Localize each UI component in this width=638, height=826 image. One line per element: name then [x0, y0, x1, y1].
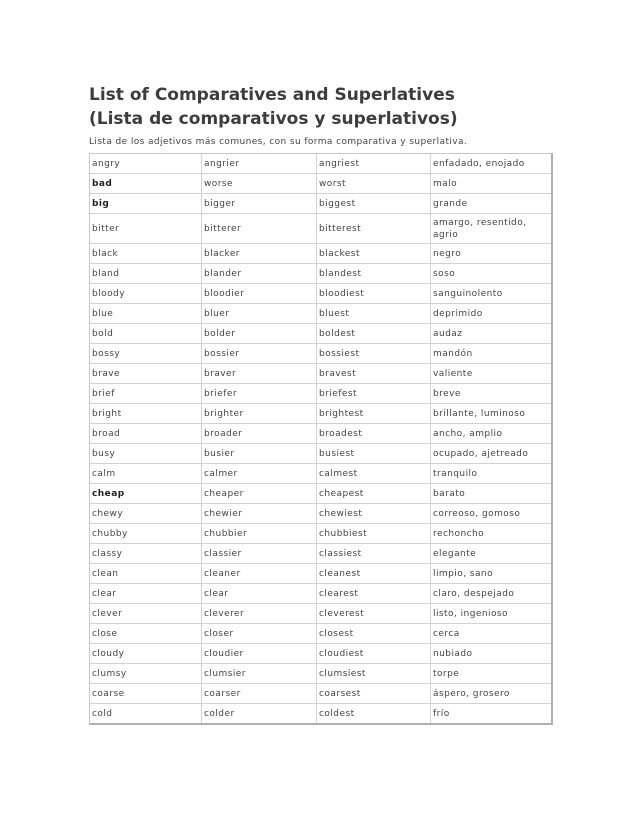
table-cell-comparative: cheaper — [202, 484, 317, 504]
table-row — [90, 264, 551, 284]
table-cell-translation: audaz — [431, 324, 551, 344]
table-row — [90, 584, 551, 604]
table-cell-translation: malo — [431, 174, 551, 194]
table-cell-superlative: bluest — [317, 304, 431, 324]
table-row — [90, 524, 551, 544]
table-cell-translation: ocupado, ajetreado — [431, 444, 551, 464]
table-row — [90, 624, 551, 644]
table-cell-superlative: blackest — [317, 244, 431, 264]
table-cell-comparative: clumsier — [202, 664, 317, 684]
table-cell-superlative: cloudiest — [317, 644, 431, 664]
table-cell-translation: correoso, gomoso — [431, 504, 551, 524]
table-cell-adjective: clumsy — [90, 664, 202, 684]
table-cell-comparative: cloudier — [202, 644, 317, 664]
table-cell-comparative: cleverer — [202, 604, 317, 624]
table-cell-superlative: worst — [317, 174, 431, 194]
table-cell-comparative: bigger — [202, 194, 317, 214]
table-row — [90, 644, 551, 664]
table-cell-comparative: angrier — [202, 154, 317, 174]
table-row — [90, 664, 551, 684]
table-cell-adjective: clean — [90, 564, 202, 584]
table-cell-translation: cerca — [431, 624, 551, 644]
table-cell-translation: ancho, amplio — [431, 424, 551, 444]
table-cell-superlative: coarsest — [317, 684, 431, 704]
table-cell-comparative: braver — [202, 364, 317, 384]
table-cell-comparative: briefer — [202, 384, 317, 404]
table-cell-translation: breve — [431, 384, 551, 404]
table-cell-superlative: cleverest — [317, 604, 431, 624]
table-cell-translation: grande — [431, 194, 551, 214]
table-row — [90, 684, 551, 704]
table-cell-adjective: chubby — [90, 524, 202, 544]
table-cell-translation: sanguinolento — [431, 284, 551, 304]
table-row — [90, 444, 551, 464]
table-cell-superlative: bloodiest — [317, 284, 431, 304]
table-cell-superlative: brightest — [317, 404, 431, 424]
table-cell-superlative: blandest — [317, 264, 431, 284]
table-row — [90, 464, 551, 484]
table-cell-translation: rechoncho — [431, 524, 551, 544]
table-row — [90, 364, 551, 384]
table-cell-translation: torpe — [431, 664, 551, 684]
table-cell-adjective: close — [90, 624, 202, 644]
table-cell-adjective: bold — [90, 324, 202, 344]
table-cell-adjective: big — [90, 194, 202, 214]
document-page — [89, 83, 555, 725]
table-cell-translation: negro — [431, 244, 551, 264]
table-cell-comparative: blacker — [202, 244, 317, 264]
table-cell-translation: brillante, luminoso — [431, 404, 551, 424]
table-row — [90, 384, 551, 404]
table-row — [90, 194, 551, 214]
table-cell-adjective: coarse — [90, 684, 202, 704]
table-cell-comparative: blander — [202, 264, 317, 284]
table-cell-comparative: classier — [202, 544, 317, 564]
table-row — [90, 604, 551, 624]
table-cell-translation: listo, ingenioso — [431, 604, 551, 624]
table-cell-superlative: classiest — [317, 544, 431, 564]
document-title — [89, 83, 555, 131]
table-cell-adjective: broad — [90, 424, 202, 444]
table-cell-superlative: coldest — [317, 704, 431, 723]
table-row — [90, 344, 551, 364]
table-cell-adjective: cold — [90, 704, 202, 723]
table-cell-translation: nubiado — [431, 644, 551, 664]
table-cell-comparative: broader — [202, 424, 317, 444]
table-cell-superlative: broadest — [317, 424, 431, 444]
table-row — [90, 214, 551, 244]
table-cell-comparative: brighter — [202, 404, 317, 424]
table-cell-comparative: chubbier — [202, 524, 317, 544]
table-cell-adjective: blue — [90, 304, 202, 324]
table-cell-superlative: chubbiest — [317, 524, 431, 544]
table-cell-comparative: colder — [202, 704, 317, 723]
table-cell-superlative: clearest — [317, 584, 431, 604]
table-row — [90, 174, 551, 194]
table-cell-adjective: clear — [90, 584, 202, 604]
table-cell-superlative: cleanest — [317, 564, 431, 584]
table-cell-superlative: bravest — [317, 364, 431, 384]
table-cell-translation: enfadado, enojado — [431, 154, 551, 174]
table-row — [90, 304, 551, 324]
table-cell-comparative: bossier — [202, 344, 317, 364]
table-cell-adjective: brief — [90, 384, 202, 404]
table-cell-translation: amargo, resentido, agrio — [431, 214, 551, 244]
table-cell-adjective: calm — [90, 464, 202, 484]
title-line-1: List of Comparatives and Superlatives — [89, 85, 455, 105]
table-cell-adjective: classy — [90, 544, 202, 564]
table-cell-translation: mandón — [431, 344, 551, 364]
table-cell-adjective: bloody — [90, 284, 202, 304]
table-row — [90, 484, 551, 504]
table-cell-adjective: bitter — [90, 214, 202, 244]
table-cell-superlative: boldest — [317, 324, 431, 344]
table-cell-superlative: briefest — [317, 384, 431, 404]
table-cell-superlative: busiest — [317, 444, 431, 464]
table-cell-adjective: bossy — [90, 344, 202, 364]
table-row — [90, 564, 551, 584]
table-cell-comparative: clear — [202, 584, 317, 604]
table-cell-adjective: cheap — [90, 484, 202, 504]
table-row — [90, 154, 551, 174]
table-row — [90, 704, 551, 723]
table-row — [90, 324, 551, 344]
table-cell-comparative: calmer — [202, 464, 317, 484]
table-cell-translation: elegante — [431, 544, 551, 564]
table-cell-superlative: cheapest — [317, 484, 431, 504]
table-cell-superlative: calmest — [317, 464, 431, 484]
table-cell-superlative: clumsiest — [317, 664, 431, 684]
table-cell-comparative: worse — [202, 174, 317, 194]
table-cell-superlative: bossiest — [317, 344, 431, 364]
table-cell-comparative: cleaner — [202, 564, 317, 584]
table-cell-comparative: bluer — [202, 304, 317, 324]
table-cell-translation: limpio, sano — [431, 564, 551, 584]
table-cell-adjective: bright — [90, 404, 202, 424]
table-cell-adjective: brave — [90, 364, 202, 384]
table-row — [90, 244, 551, 264]
table-cell-adjective: busy — [90, 444, 202, 464]
table-cell-adjective: cloudy — [90, 644, 202, 664]
table-cell-comparative: bitterer — [202, 214, 317, 244]
table-cell-comparative: bolder — [202, 324, 317, 344]
table-cell-adjective: bad — [90, 174, 202, 194]
table-cell-superlative: angriest — [317, 154, 431, 174]
table-cell-adjective: bland — [90, 264, 202, 284]
table-cell-translation: deprimido — [431, 304, 551, 324]
table-cell-superlative: biggest — [317, 194, 431, 214]
table-row — [90, 544, 551, 564]
table-row — [90, 424, 551, 444]
table-cell-translation: valiente — [431, 364, 551, 384]
adjectives-table-body — [90, 154, 551, 723]
table-cell-comparative: bloodier — [202, 284, 317, 304]
table-cell-comparative: coarser — [202, 684, 317, 704]
table-cell-comparative: chewier — [202, 504, 317, 524]
table-cell-adjective: clever — [90, 604, 202, 624]
table-row — [90, 404, 551, 424]
table-cell-adjective: black — [90, 244, 202, 264]
table-cell-superlative: closest — [317, 624, 431, 644]
table-cell-superlative: bitterest — [317, 214, 431, 244]
table-cell-translation: frío — [433, 708, 450, 719]
adjectives-table — [89, 153, 553, 725]
table-cell-translation: soso — [431, 264, 551, 284]
title-line-2: (Lista de comparativos y superlativos) — [89, 109, 458, 129]
table-cell-adjective: chewy — [90, 504, 202, 524]
table-cell-comparative: closer — [202, 624, 317, 644]
table-row — [90, 284, 551, 304]
table-cell-translation: claro, despejado — [431, 584, 551, 604]
table-cell-adjective: angry — [90, 154, 202, 174]
document-subtitle: Lista de los adjetivos más comunes, con su forma comparativa y superlativa. — [89, 137, 468, 147]
table-row — [90, 504, 551, 524]
table-cell-translation: áspero, grosero — [431, 684, 551, 704]
table-cell-comparative: busier — [202, 444, 317, 464]
table-cell-translation: tranquilo — [431, 464, 551, 484]
table-cell-superlative: chewiest — [317, 504, 431, 524]
table-cell-translation: barato — [431, 484, 551, 504]
